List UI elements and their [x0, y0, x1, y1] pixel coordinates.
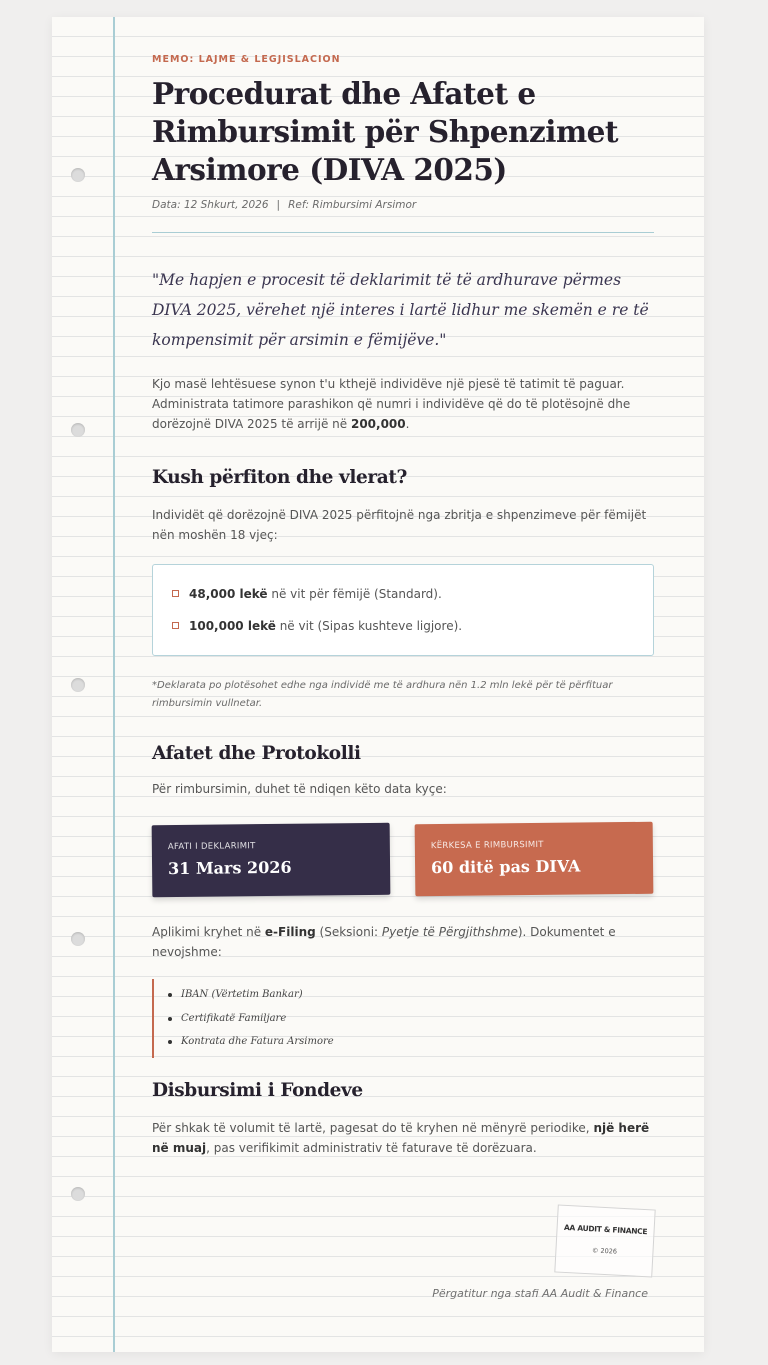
filing-post: ). Dokumentet e nevojshme:	[152, 925, 616, 959]
list-item: IBAN (Vërtetim Bankar)	[154, 983, 644, 1007]
intro-end: .	[405, 417, 410, 431]
binder-hole	[71, 678, 85, 692]
prepared-by: Përgatitur nga stafi AA Audit & Finance	[432, 1287, 648, 1300]
list-item: Kontrata dhe Fatura Arsimore	[154, 1030, 644, 1054]
list-item: Certifikatë Familjare	[154, 1007, 644, 1031]
beneficiaries-text: Individët që dorëzojnë DIVA 2025 përfitojnë nga zbritja e shpenzimeve për fëmijët nën moshën 18 vjeç:	[152, 508, 647, 542]
filing-mid: (Seksioni:	[315, 925, 382, 939]
binder-hole	[71, 932, 85, 946]
value-amount: 100,000 lekë	[189, 619, 276, 633]
memo-category: MEMO: LAJME & LEGJISLACION	[152, 54, 341, 65]
value-detail: në vit për fëmijë (Standard).	[267, 587, 442, 601]
binder-hole	[71, 1187, 85, 1201]
card-value: 60 ditë pas DIVA	[430, 856, 581, 878]
reimbursement-card	[415, 822, 654, 896]
bullet-square-icon	[172, 590, 179, 597]
filing-section: Pyetje të Përgjithshme	[381, 925, 518, 939]
documents-list	[152, 979, 644, 1058]
header-divider	[152, 232, 654, 233]
binder-hole	[71, 423, 85, 437]
margin-line	[113, 17, 115, 1352]
footnote: *Deklarata po plotësohet edhe nga individë me të ardhura nën 1.2 mln lekë për të përfituar rimbursimin vullnetar.	[152, 680, 613, 709]
company-stamp	[554, 1204, 655, 1277]
binder-hole	[71, 168, 85, 182]
deadlines-text: Për rimbursimin, duhet të ndiqen këto data kyçe:	[152, 782, 447, 796]
meta-separator: |	[276, 199, 281, 211]
section-heading-deadlines: Afatet dhe Protokolli	[152, 743, 361, 764]
deadline-card	[152, 823, 391, 897]
memo-date: Data: 12 Shkurt, 2026	[152, 199, 269, 211]
memo-meta	[152, 199, 416, 211]
card-value: 31 Mars 2026	[167, 857, 292, 879]
value-item	[172, 587, 442, 601]
disbursement-pre: Për shkak të volumit të lartë, pagesat do të kryhen në mënyrë periodike,	[152, 1121, 594, 1135]
disbursement-post: , pas verifikimit administrativ të faturave të dorëzuara.	[206, 1141, 537, 1155]
value-item	[172, 619, 462, 633]
intro-highlight: 200,000	[350, 417, 406, 431]
filing-paragraph	[152, 922, 654, 962]
stamp-name: AA AUDIT & FINANCE	[563, 1222, 648, 1237]
lead-quote: "Me hapjen e procesit të deklarimit të të ardhurave përmes DIVA 2025, vërehet një interes i lartë lidhur me skemën e re të kompensimit për arsimin e fëmijëve."	[152, 271, 649, 349]
stamp-year: © 2026	[591, 1246, 618, 1256]
filing-system: e-Filing	[264, 925, 316, 939]
section-heading-beneficiaries: Kush përfiton dhe vlerat?	[152, 467, 407, 488]
intro-paragraph	[152, 374, 654, 434]
card-label: KËRKESA E RIMBURSIMIT	[430, 839, 544, 852]
filing-pre: Aplikimi kryhet në	[152, 925, 265, 939]
page-title: Procedurat dhe Afatet e Rimbursimit për Shpenzimet Arsimore (DIVA 2025)	[152, 76, 619, 187]
card-label: AFATI I DEKLARIMIT	[167, 841, 256, 853]
bullet-square-icon	[172, 622, 179, 629]
intro-text: Kjo masë lehtësuese synon t'u kthejë individëve një pjesë të tatimit të paguar. Administrata tatimore parashikon që numri i individëve që do të plotësojnë dhe dorëzojnë DIVA 2025 të arrijë në	[152, 377, 631, 431]
memo-paper	[52, 17, 704, 1352]
memo-ref: Ref: Rimbursimi Arsimor	[288, 199, 417, 211]
value-amount: 48,000 lekë	[189, 587, 268, 601]
disbursement-paragraph	[152, 1118, 654, 1158]
values-box	[152, 564, 654, 656]
section-heading-disbursement: Disbursimi i Fondeve	[152, 1080, 363, 1101]
disbursement-frequency: një herë në muaj	[152, 1121, 650, 1155]
value-detail: në vit (Sipas kushteve ligjore).	[275, 619, 463, 633]
